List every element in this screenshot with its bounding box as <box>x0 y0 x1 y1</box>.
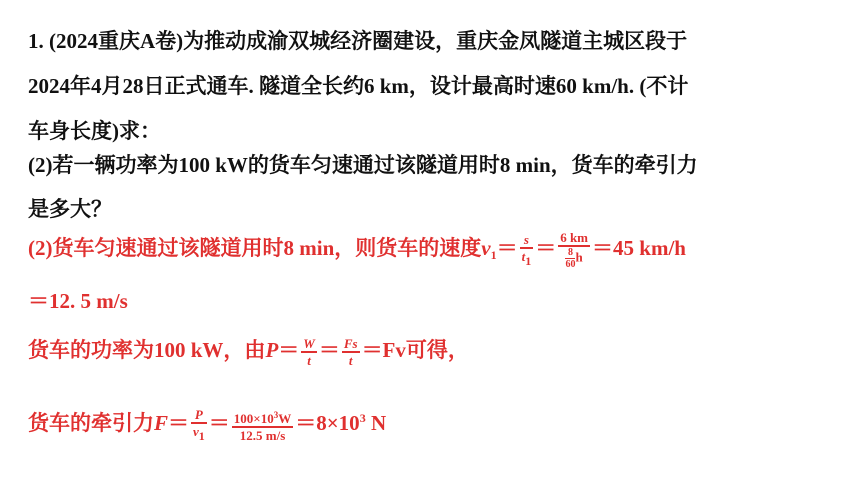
question-line-5: 是多大？ <box>28 197 112 221</box>
solution-line-force: 货车的牵引力F＝ $\frac{P}{v_1}$ ＝ $\frac{100\times 10^3W}{12.5 m/s}$ $=8\times 10^3$ N <box>28 406 387 443</box>
question-line-4: (2)若一辆功率为100 kW的货车匀速通过该隧道用时8 min，货车的牵引力 <box>28 153 698 177</box>
solution-line-ms: ＝12. 5 m/s <box>28 289 128 313</box>
fraction-Fs-over-t: $\frac{Fs}{t}$ <box>343 336 358 369</box>
question-line-3: 车身长度)求： <box>28 119 161 143</box>
fraction-power-over-speed: $\frac{100\times 10^3W}{12.5 m/s}$ <box>233 409 292 443</box>
fraction-distance-over-time: 6 km $\frac{8}{60}$ h <box>560 229 589 271</box>
solution-line-velocity: (2)货车匀速通过该隧道用时8 min，则货车的速度$v_1=$ $\frac{s}{t_1}$ ＝ 6 km $\frac{8}{60}$ h ＝45 km/h <box>28 229 686 271</box>
fraction-s-over-t1: $\frac{s}{t_1}$ <box>521 231 532 268</box>
fraction-W-over-t: $\frac{W}{t}$ <box>303 336 315 369</box>
solution-line-power: 货车的功率为100 kW，由P＝ $\frac{W}{t}$ ＝ $\frac{Fs}{t}$ ＝Fv可得， <box>28 336 469 369</box>
fraction-P-over-v1: $\frac{P}{v_1}$ <box>193 406 205 443</box>
question-line-1: 1. (2024重庆A卷)为推动成渝双城经济圈建设，重庆金凤隧道主城区段于 <box>28 29 688 53</box>
fraction-8-over-60: $\frac{8}{60}$ <box>565 246 576 271</box>
question-line-2: 2024年4月28日正式通车. 隧道全长约6 km，设计最高时速60 km/h. (不计 <box>28 74 689 98</box>
